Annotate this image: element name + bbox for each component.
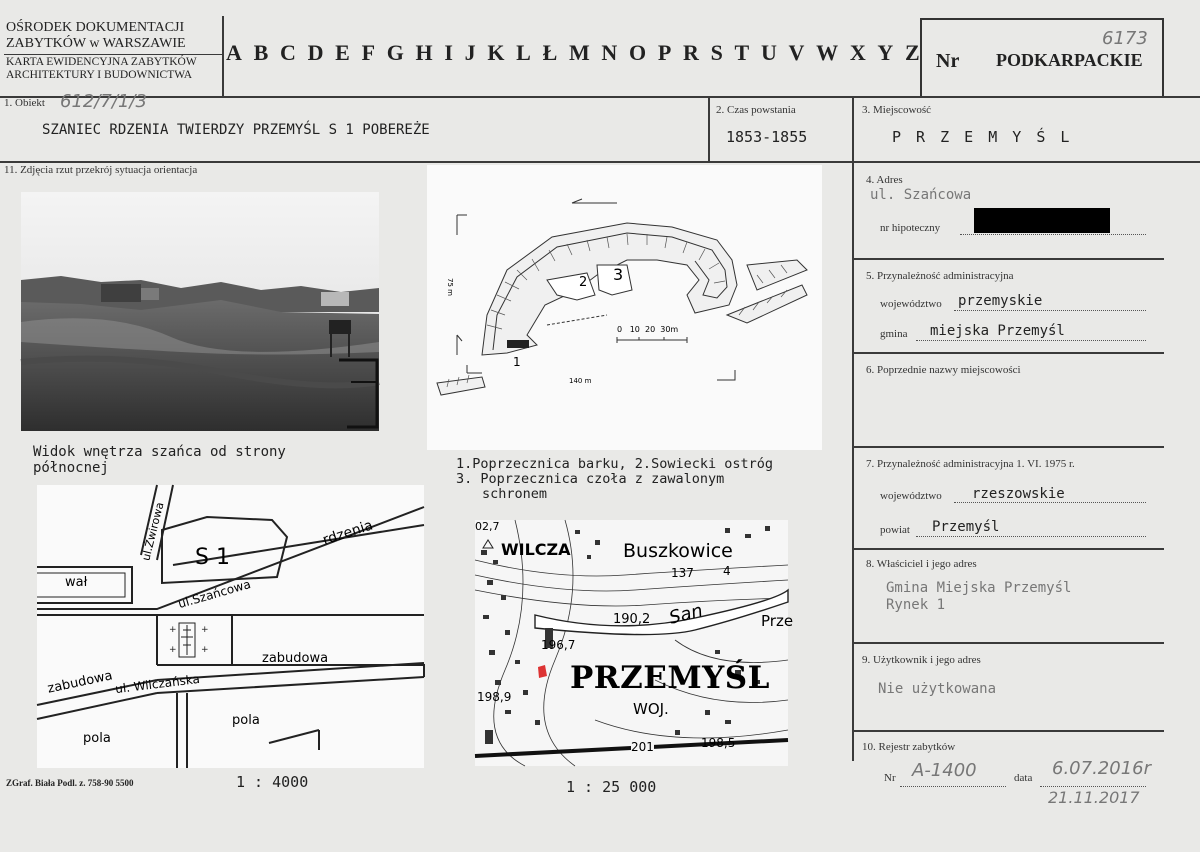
field6-label: 6. Poprzednie nazwy miejscowości xyxy=(866,364,1021,376)
card-line1: KARTA EWIDENCYJNA ZABYTKÓW xyxy=(6,56,197,68)
field4-label: 4. Adres xyxy=(866,174,903,186)
printer-info: ZGraf. Biała Podl. z. 758-90 5500 xyxy=(6,778,134,788)
woj1975-label: województwo xyxy=(880,490,942,502)
street-rdzenia: rdzenia xyxy=(320,517,375,549)
street-wilczanska: ul. Wilczańska xyxy=(114,671,201,697)
label-pola-right: pola xyxy=(232,713,260,728)
powiat-value: Przemyśl xyxy=(932,519,1000,535)
card-number-handwritten: 6173 xyxy=(1102,28,1148,49)
object-name: SZANIEC RDZENIA TWIERDZY PRZEMYŚL S 1 POBEREŻE xyxy=(42,122,430,138)
index-letter: H xyxy=(415,40,433,65)
street-szancowa: ul.Szańcowa xyxy=(176,576,253,612)
field1-label: 1. Obiekt xyxy=(4,97,45,109)
user-value: Nie użytkowana xyxy=(878,681,997,697)
svg-text:+: + xyxy=(201,645,209,655)
topo-height-2: 137 xyxy=(671,566,694,580)
label-wal: wał xyxy=(65,575,88,590)
label-pola-left: pola xyxy=(83,731,111,746)
owner-line1: Gmina Miejska Przemyśl xyxy=(886,580,1072,596)
field1-handwritten: 612/7/1/3 xyxy=(60,91,147,112)
field8-label: 8. Właściciel i jego adres xyxy=(866,558,977,570)
index-letter: T xyxy=(734,40,750,65)
field9-label: 9. Użytkownik i jego adres xyxy=(862,654,981,666)
svg-text:+: + xyxy=(169,645,177,655)
index-letter: I xyxy=(444,40,453,65)
street-zwirowa: ul.Żwirowa xyxy=(139,500,167,563)
fort-label-s1: S 1 xyxy=(195,545,230,570)
svg-text:+: + xyxy=(169,625,177,635)
topo-height-3: 190,2 xyxy=(613,612,651,627)
owner-value xyxy=(886,580,1071,614)
index-letter: M xyxy=(568,40,590,65)
index-letter: B xyxy=(253,40,269,65)
topo-height-4: 196,7 xyxy=(541,638,576,652)
register-date-label: data xyxy=(1014,772,1033,784)
topo-height-8: 4 xyxy=(723,564,731,578)
index-letter: Ł xyxy=(542,40,558,65)
field3-label: 3. Miejscowość xyxy=(862,104,932,116)
plan-num-3: 3 xyxy=(613,265,624,284)
plan-num-2: 2 xyxy=(579,275,588,290)
topo-prze: Prze xyxy=(761,612,794,630)
woj-value: przemyskie xyxy=(958,293,1043,309)
plan-legend-line2: 3. Poprzecznica czoła z zawalonym xyxy=(456,471,725,487)
field2-label: 2. Czas powstania xyxy=(716,104,796,116)
fortification-plan xyxy=(427,165,822,450)
topo-wilcza: WILCZA xyxy=(501,540,571,559)
index-letter: J xyxy=(464,40,476,65)
card-type xyxy=(6,56,197,82)
label-zabudowa-left: zabudowa xyxy=(46,668,114,697)
index-letter: P xyxy=(657,40,672,65)
register-nr-label: Nr xyxy=(884,772,896,784)
index-letter: L xyxy=(516,40,531,65)
index-letter: C xyxy=(279,40,296,65)
index-letter: G xyxy=(386,40,404,65)
plan-legend-line1: 1.Poprzecznica barku, 2.Sowiecki ostróg xyxy=(456,456,773,472)
nr-label: Nr xyxy=(936,50,960,72)
plan-legend-line3: schronem xyxy=(482,486,548,502)
index-letter: U xyxy=(760,40,777,65)
site-photo xyxy=(21,192,379,431)
address-value: ul. Szańcowa xyxy=(870,187,972,203)
topo-przemysl: PRZEMYŚL xyxy=(570,660,770,696)
index-letter: X xyxy=(849,40,866,65)
index-letter: F xyxy=(361,40,376,65)
label-zabudowa-right: zabudowa xyxy=(262,651,329,666)
institution-name xyxy=(6,20,186,52)
topo-san: San xyxy=(666,600,705,629)
index-letter: K xyxy=(487,40,505,65)
photo-caption xyxy=(33,444,286,476)
field11-label: 11. Zdjęcia rzut przekrój sytuacja orientacja xyxy=(4,164,198,176)
site-map xyxy=(37,485,424,768)
topographic-map xyxy=(475,520,794,766)
topo-woj: WOJ. xyxy=(633,700,669,718)
locality: P R Z E M Y Ś L xyxy=(892,128,1073,146)
index-letter: Y xyxy=(877,40,894,65)
index-letter: E xyxy=(335,40,350,65)
powiat-label: powiat xyxy=(880,524,910,536)
construction-date: 1853-1855 xyxy=(726,128,808,146)
index-letter: R xyxy=(683,40,699,65)
index-letter: V xyxy=(788,40,805,65)
index-letter: O xyxy=(629,40,647,65)
photo-caption-line1: Widok wnętrza szańca od strony xyxy=(33,444,286,460)
redacted-block xyxy=(974,208,1110,233)
institution-line2: ZABYTKÓW w WARSZAWIE xyxy=(6,36,186,51)
topo-height-7: 198,5 xyxy=(701,736,736,750)
gmina-label: gmina xyxy=(880,328,908,340)
index-letter: A xyxy=(226,40,242,65)
card-line2: ARCHITEKTURY I BUDOWNICTWA xyxy=(6,69,193,81)
register-nr-value: A-1400 xyxy=(912,760,977,781)
institution-line1: OŚRODEK DOKUMENTACJI xyxy=(6,20,185,35)
index-letter: D xyxy=(307,40,324,65)
index-letter: S xyxy=(710,40,723,65)
woj-label: województwo xyxy=(880,298,942,310)
svg-text:+: + xyxy=(201,625,209,635)
woj1975-value: rzeszowskie xyxy=(972,486,1065,502)
topo-height-5: 198,9 xyxy=(477,690,512,704)
topo-buszkowice: Buszkowice xyxy=(623,540,733,562)
register-date-2: 21.11.2017 xyxy=(1048,788,1140,807)
region-label: PODKARPACKIE xyxy=(996,50,1143,70)
gmina-value: miejska Przemyśl xyxy=(930,323,1065,339)
index-letter: W xyxy=(816,40,839,65)
plan-num-1: 1 xyxy=(513,355,521,369)
topo-height-6: 201 xyxy=(631,740,654,754)
topomap-scale: 1 : 25 000 xyxy=(566,778,657,796)
field5-label: 5. Przynależność administracyjna xyxy=(866,270,1014,282)
plan-height-label: 75 m xyxy=(445,278,454,296)
photo-caption-line2: północnej xyxy=(33,460,109,476)
index-letter: Z xyxy=(905,40,920,65)
sitemap-scale: 1 : 4000 xyxy=(236,773,309,791)
plan-scale: 0 10 20 30m xyxy=(617,325,679,334)
owner-line2: Rynek 1 xyxy=(886,597,946,613)
field10-label: 10. Rejestr zabytków xyxy=(862,741,956,753)
register-date-1: 6.07.2016r xyxy=(1052,758,1152,779)
nr-box xyxy=(920,18,1164,98)
plan-width-label: 140 m xyxy=(569,377,592,385)
alphabet-index xyxy=(226,40,920,74)
index-letter: N xyxy=(601,40,618,65)
topo-height-1: 02,7 xyxy=(475,520,500,533)
field7-label: 7. Przynależność administracyjna 1. VI. 1975 r. xyxy=(866,458,1075,470)
plan-legend xyxy=(456,457,773,502)
hipoteczny-label: nr hipoteczny xyxy=(880,222,941,234)
